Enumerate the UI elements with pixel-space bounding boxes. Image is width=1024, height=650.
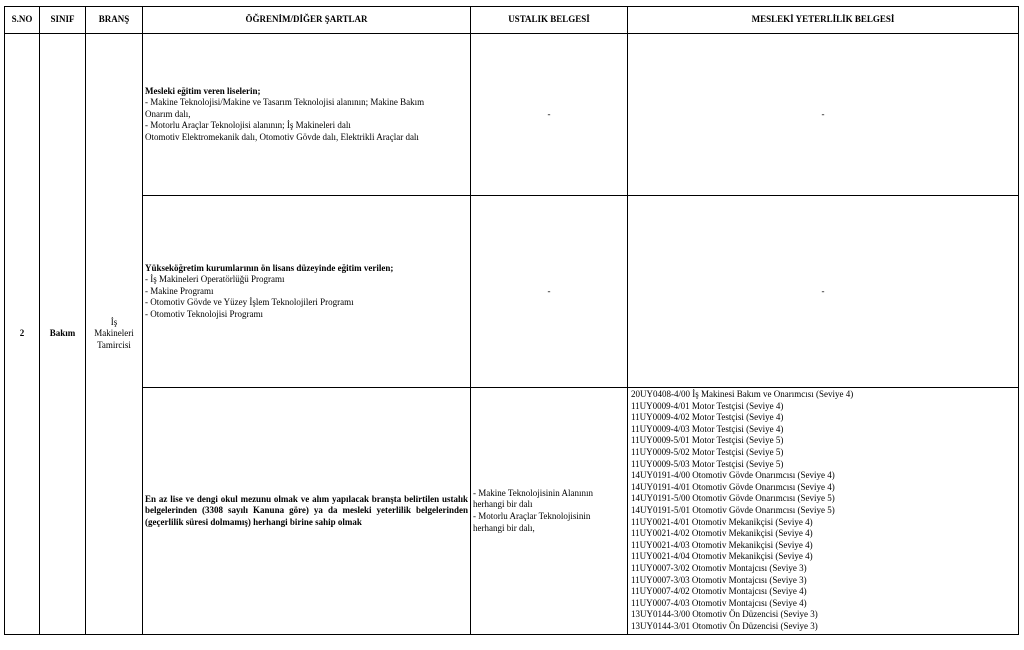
header-ogrenim: ÖĞRENİM/DİĞER ŞARTLAR	[143, 7, 471, 34]
certificate-item: 20UY0408-4/00 İş Makinesi Bakım ve Onarımcısı (Seviye 4)	[631, 389, 854, 399]
certificate-item: 11UY0007-4/02 Otomotiv Montajcısı (Seviye 4)	[631, 586, 807, 597]
certificate-item: 13UY0144-3/01 Otomotiv Ön Düzencisi (Seviye 3)	[631, 620, 818, 631]
certificate-item: 11UY0009-4/03 Motor Testçisi (Seviye 4)	[631, 423, 784, 434]
certificate-item: 14UY0191-4/01 Otomotiv Gövde Onarımcısı (Seviye 4)	[631, 481, 835, 492]
education-lines-1: - Makine Teknolojisi/Makine ve Tasarım Teknolojisi alanının; Makine Bakım Onarım dalı, - Motorlu Araçlar Teknolojisi alanının; İş Makineleri dalı Otomotiv Elektromekanik dalı, Otomotiv Gövde dalı, Elektrikli Araçlar dalı	[145, 97, 425, 142]
certificate-item: 11UY0021-4/04 Otomotiv Mekanikçisi (Seviye 4)	[631, 551, 813, 562]
mesleki-cell-1: -	[628, 34, 1019, 196]
certificate-item: 11UY0021-4/01 Otomotiv Mekanikçisi (Seviye 4)	[631, 516, 813, 527]
certificate-item: 11UY0021-4/03 Otomotiv Mekanikçisi (Seviye 4)	[631, 539, 813, 550]
education-title-2: Yükseköğretim kurumlarının ön lisans düzeyinde eğitim verilen;	[145, 262, 394, 273]
header-ustalik: USTALIK BELGESİ	[471, 7, 628, 34]
ustalik-cell-1: -	[471, 34, 628, 196]
education-title-1: Mesleki eğitim veren liselerin;	[145, 85, 261, 96]
header-sno: S.NO	[5, 7, 40, 34]
certificate-item: 11UY0009-5/01 Motor Testçisi (Seviye 5)	[631, 435, 784, 446]
certificate-item: 11UY0009-5/02 Motor Testçisi (Seviye 5)	[631, 446, 784, 457]
certificate-item: 14UY0191-5/00 Otomotiv Gövde Onarımcısı (Seviye 5)	[631, 493, 835, 504]
certificate-item: 13UY0144-3/00 Otomotiv Ön Düzencisi (Seviye 3)	[631, 609, 818, 620]
education-cell-2	[143, 196, 471, 388]
brans-cell: İş Makineleri Tamircisi	[86, 34, 143, 635]
sinif-cell: Bakım	[40, 34, 86, 635]
certificate-item: 14UY0191-5/01 Otomotiv Gövde Onarımcısı (Seviye 5)	[631, 504, 835, 515]
mesleki-cell-2: -	[628, 196, 1019, 388]
certificate-item: 11UY0009-4/02 Motor Testçisi (Seviye 4)	[631, 412, 784, 423]
ustalik-cell-3: - Makine Teknolojisinin Alanının herhangi bir dalı - Motorlu Araçlar Teknolojisinin herhangi bir dalı,	[471, 388, 628, 635]
header-row	[5, 7, 1019, 34]
header-sinif: SINIF	[40, 7, 86, 34]
certificate-item: 11UY0007-4/03 Otomotiv Montajcısı (Seviye 4)	[631, 597, 807, 608]
certificate-item: 11UY0007-3/02 Otomotiv Montajcısı (Seviye 3)	[631, 562, 807, 573]
education-cell-1	[143, 34, 471, 196]
header-brans: BRANŞ	[86, 7, 143, 34]
requirements-table	[4, 6, 1019, 635]
certificate-item: 11UY0009-4/01 Motor Testçisi (Seviye 4)	[631, 400, 784, 411]
table-row	[5, 34, 1019, 196]
certificate-item: 11UY0007-3/03 Otomotiv Montajcısı (Seviye 3)	[631, 574, 807, 585]
certificate-item: 11UY0009-5/03 Motor Testçisi (Seviye 5)	[631, 458, 784, 469]
certificate-item: 14UY0191-4/00 Otomotiv Gövde Onarımcısı (Seviye 4)	[631, 470, 835, 481]
certificate-item: 11UY0021-4/02 Otomotiv Mekanikçisi (Seviye 4)	[631, 528, 813, 539]
table-row	[5, 388, 1019, 635]
ustalik-cell-2: -	[471, 196, 628, 388]
header-mesleki: MESLEKİ YETERLİLİK BELGESİ	[628, 7, 1019, 34]
certificate-list	[628, 388, 1019, 635]
education-cell-3: En az lise ve dengi okul mezunu olmak ve alım yapılacak branşta belirtilen ustalık belgelerinden (3308 sayılı Kanuna göre) ya da mesleki yeterlilik belgelerinden (geçerlilik süresi dolmamış) herhangi birine sahip olmak	[143, 388, 471, 635]
table-row	[5, 196, 1019, 388]
education-lines-2: - İş Makineleri Operatörlüğü Programı - Makine Programı - Otomotiv Gövde ve Yüzey İşlem Teknolojileri Programı - Otomotiv Teknolojisi Programı	[145, 274, 354, 319]
sno-cell: 2	[5, 34, 40, 635]
